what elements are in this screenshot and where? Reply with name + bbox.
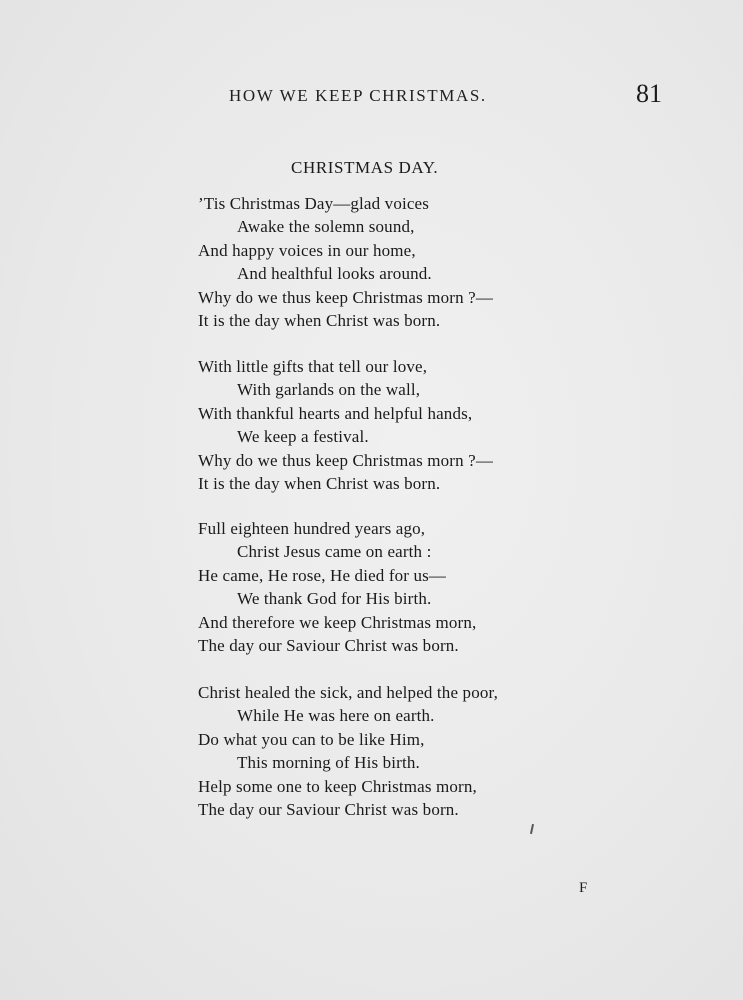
poem-line: And healthful looks around. <box>237 264 432 284</box>
poem-line: Do what you can to be like Him, <box>198 729 425 749</box>
stanza-3 <box>198 517 638 657</box>
poem-line: With thankful hearts and helpful hands, <box>198 403 473 423</box>
poem-line: Help some one to keep Christmas morn, <box>198 776 477 796</box>
poem-line: With little gifts that tell our love, <box>198 357 428 376</box>
page-number: 81 <box>636 79 662 108</box>
poem-line: Christ Jesus came on earth : <box>237 542 432 562</box>
running-head: HOW WE KEEP CHRISTMAS. <box>229 86 487 105</box>
poem-line: He came, He rose, He died for us— <box>198 565 447 585</box>
poem-line: Awake the solemn sound, <box>237 217 415 237</box>
poem-line: And therefore we keep Christmas morn, <box>198 612 477 632</box>
poem-line: Why do we thus keep Christmas morn ?— <box>198 450 493 470</box>
stanza-2 <box>198 355 638 495</box>
signature-mark: F <box>579 880 588 896</box>
poem-title: CHRISTMAS DAY. <box>291 158 439 177</box>
poem-line: This morning of His birth. <box>237 753 420 773</box>
poem-line: Full eighteen hundred years ago, <box>198 519 426 538</box>
stanza-1 <box>198 192 638 332</box>
poem-line: And happy voices in our home, <box>198 240 416 260</box>
poem-line: Why do we thus keep Christmas morn ?— <box>198 287 493 307</box>
poem-line: ’Tis Christmas Day—glad voices <box>198 194 430 213</box>
poem-line: The day our Saviour Christ was born. <box>198 799 459 819</box>
poem-line: While He was here on earth. <box>237 706 435 726</box>
poem-line: It is the day when Christ was born. <box>198 310 441 330</box>
ink-mark <box>530 824 534 834</box>
poem-line: The day our Saviour Christ was born. <box>198 635 459 655</box>
poem-line: With garlands on the wall, <box>237 380 421 400</box>
stanza-4 <box>198 681 638 821</box>
poem-line: We thank God for His birth. <box>237 589 432 609</box>
poem-line: Christ healed the sick, and helped the poor, <box>198 683 499 702</box>
poem-line: We keep a festival. <box>237 427 369 447</box>
poem-line: It is the day when Christ was born. <box>198 473 441 493</box>
